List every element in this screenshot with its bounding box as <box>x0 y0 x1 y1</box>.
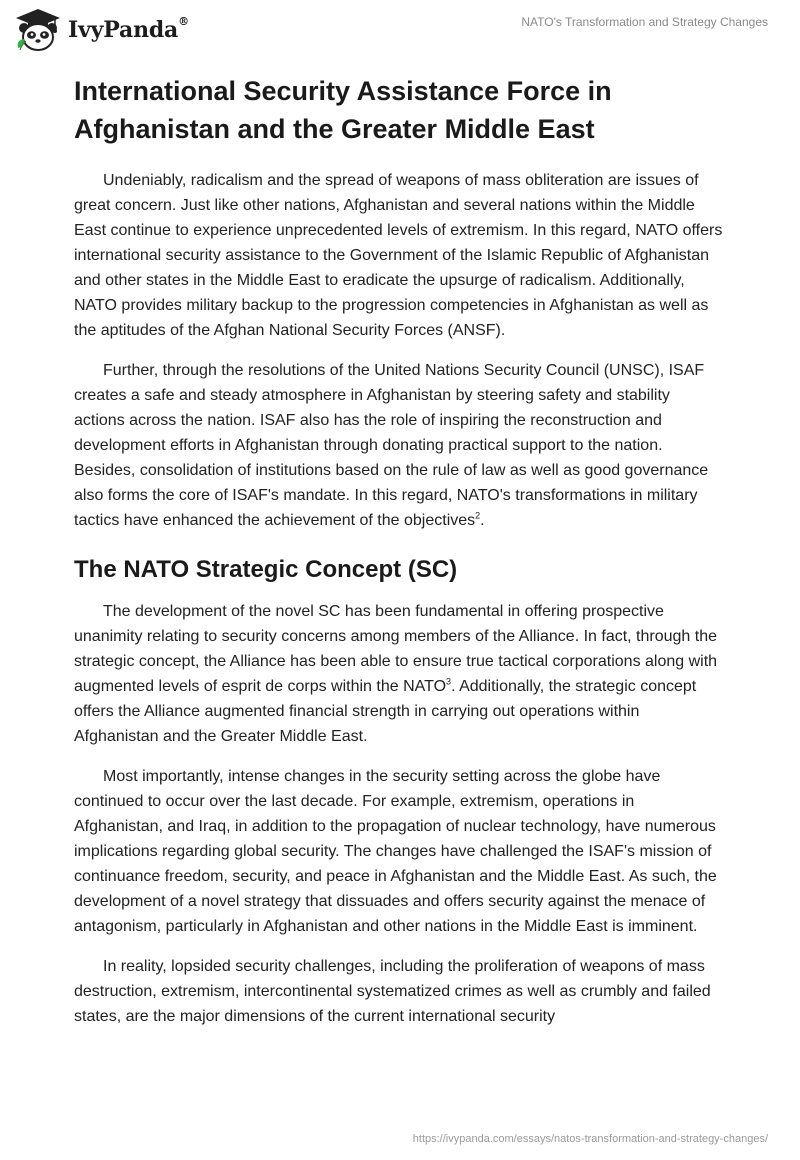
paragraph: In reality, lopsided security challenges, including the proliferation of weapons of mass destruction, extremism, intercontinental systematized crimes as well as crumbly and failed states, are the major dimensions of the current international security <box>74 958 711 1025</box>
footnote-ref[interactable]: 2 <box>475 510 481 521</box>
ivypanda-logo[interactable] <box>14 8 189 52</box>
paragraph: Further, through the resolutions of the United Nations Security Council (UNSC), ISAF creates a safe and steady atmosphere in Afghanistan by steering safety and stability actions across the nation. ISAF also has the role of inspiring the reconstruction and development efforts in Afghanistan through donating practical support to the nation. Besides, consolidation of institutions based on the rule of law as well as good governance also forms the core of ISAF's mandate. In this regard, NATO's transformations in military tactics have enhanced the achievement of the objectives$^2$. <box>74 362 709 529</box>
document-title: NATO's Transformation and Strategy Changes <box>521 15 768 29</box>
footnote-ref[interactable]: 3 <box>446 676 452 687</box>
paragraph: Most importantly, intense changes in the security setting across the globe have continued to occur over the last decade. For example, extremism, operations in Afghanistan, and Iraq, in addition to the propagation of nuclear technology, have numerous implications regarding global security. The changes have challenged the ISAF's mission of continuance freedom, security, and peace in Afghanistan and the Middle East. As such, the development of a novel strategy that dissuades and offers security against the menace of antagonism, particularly in Afghanistan and other nations in the Middle East is imminent. <box>74 768 717 935</box>
source-url[interactable]: https://ivypanda.com/essays/natos-transformation-and-strategy-changes/ <box>412 1133 768 1145</box>
section-heading-isaf: International Security Assistance Force in Afghanistan and the Greater Middle East <box>74 76 612 144</box>
paragraph: Undeniably, radicalism and the spread of weapons of mass obliteration are issues of great concern. Just like other nations, Afghanistan and several nations within the Middle East continue to experience unprecedented levels of extremism. In this regard, NATO offers international security assistance to the Government of the Islamic Republic of Afghanistan and other states in the Middle East to eradicate the upsurge of radicalism. Additionally, NATO provides military backup to the progression competencies in Afghanistan as well as the aptitudes of the Afghan National Security Forces (ANSF). <box>74 172 723 339</box>
panda-graduate-icon <box>14 8 62 52</box>
paragraph: The development of the novel SC has been fundamental in offering prospective unanimity relating to security concerns among members of the Alliance. In fact, through the strategic concept, the Alliance has been able to ensure true tactical corporations along with augmented levels of esprit de corps within the NATO$^3$. Additionally, the strategic concept offers the Alliance augmented financial strength in carrying out operations within Afghanistan and the Greater Middle East. <box>74 603 718 745</box>
brand-name: IvyPanda® <box>68 15 189 43</box>
section-heading-strategic-concept: The NATO Strategic Concept (SC) <box>74 556 458 583</box>
page-header <box>0 0 800 60</box>
essay-body <box>74 72 724 1044</box>
